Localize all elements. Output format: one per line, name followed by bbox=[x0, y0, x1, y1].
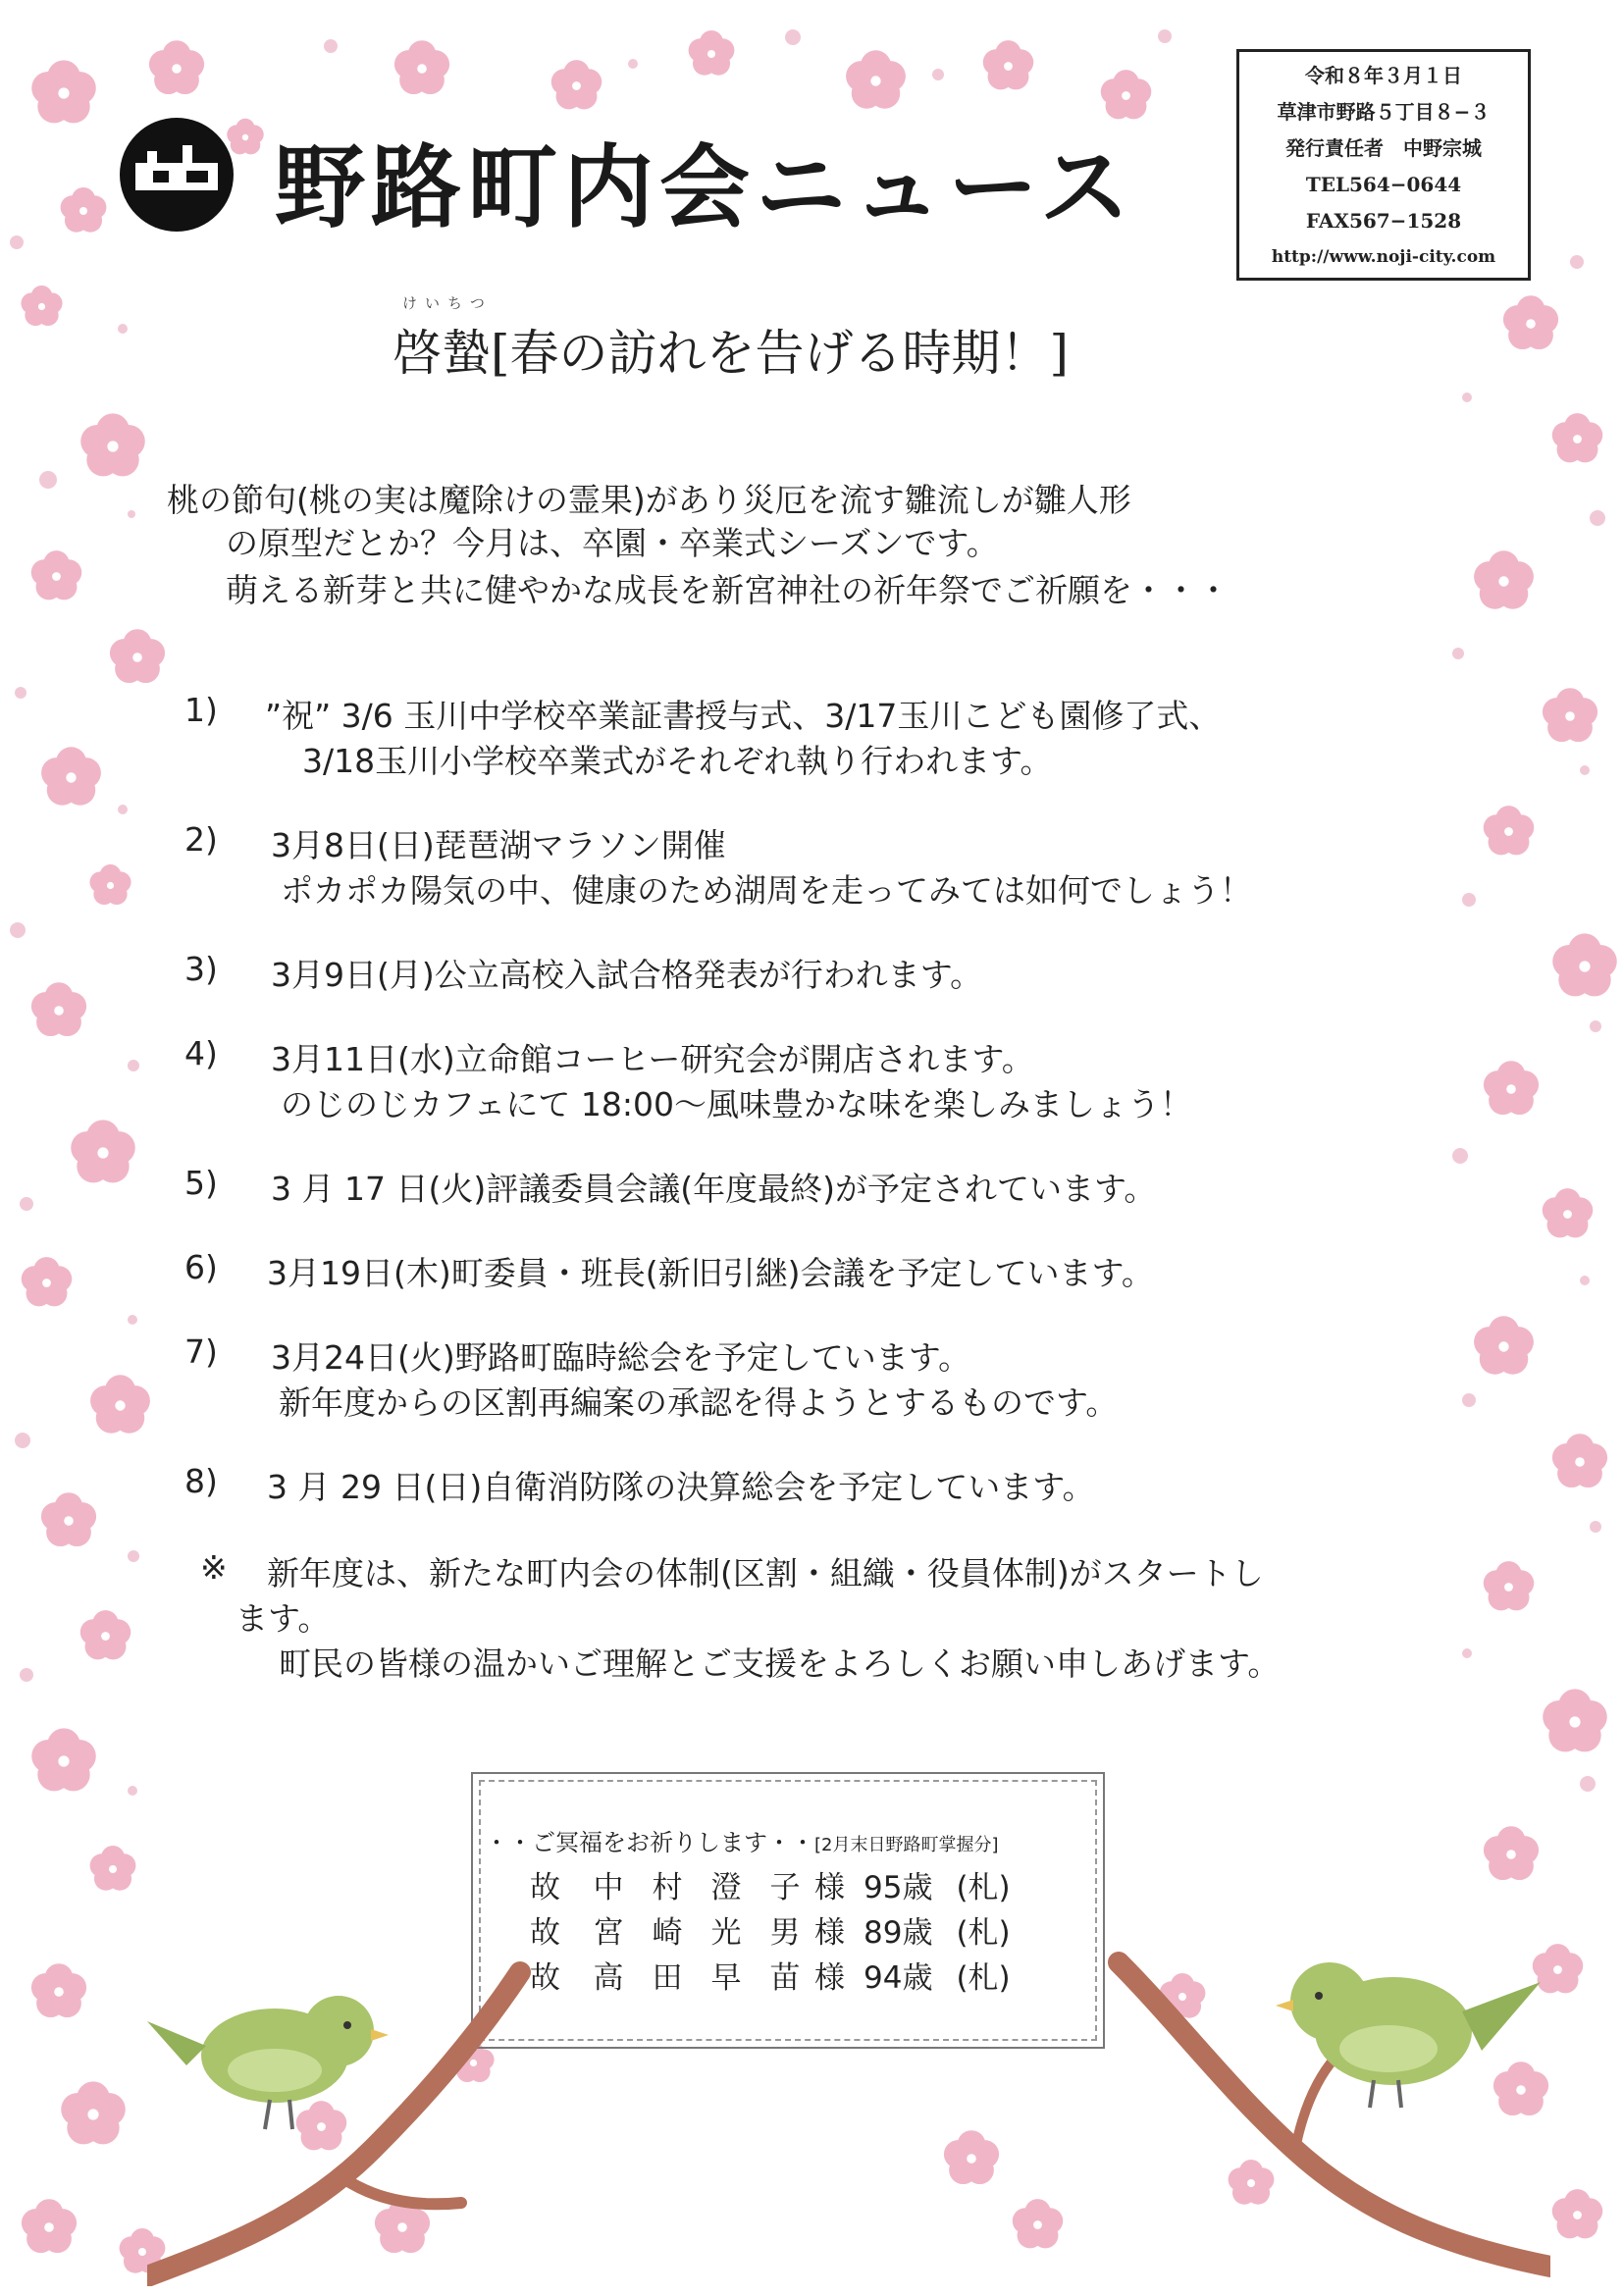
entry-name-char: 子 bbox=[769, 1870, 801, 1905]
decorative-dot bbox=[39, 471, 57, 489]
plum-blossom-icon bbox=[1550, 932, 1619, 1001]
entry-name-char: 田 bbox=[652, 1960, 683, 1996]
plum-blossom-icon bbox=[1482, 1060, 1541, 1119]
item-number: 1) bbox=[184, 691, 218, 729]
item-number: 8) bbox=[184, 1462, 218, 1500]
item-number: 7) bbox=[184, 1332, 218, 1371]
address: 草津市野路５丁目８−３ bbox=[1277, 100, 1491, 124]
item-text: 3月8日(日)琵琶湖マラソン開催 bbox=[271, 826, 726, 864]
condolence-entry bbox=[530, 1862, 1011, 1906]
publisher: 発行責任者 中野宗城 bbox=[1285, 136, 1482, 160]
item-text-cont: ポカポカ陽気の中、健康のため湖周を走ってみては如何でしょう！ bbox=[281, 871, 1252, 910]
entry-age: 94歳 bbox=[864, 1960, 933, 1996]
plum-blossom-icon bbox=[79, 412, 147, 481]
plum-blossom-icon bbox=[29, 1962, 88, 2021]
entry-age: 95歳 bbox=[864, 1870, 933, 1905]
plum-blossom-icon bbox=[88, 1845, 137, 1894]
plum-blossom-icon bbox=[88, 1374, 152, 1437]
intro-line: 桃の節句(桃の実は魔除けの霊果)があり災厄を流す雛流しが雛人形 bbox=[167, 481, 1131, 519]
decorative-dot bbox=[15, 687, 26, 699]
decorative-dot bbox=[932, 69, 944, 80]
entry-honorific: 様 bbox=[814, 1960, 845, 1996]
condolence-entry bbox=[530, 1953, 1011, 1997]
town-logo bbox=[118, 116, 236, 234]
plum-blossom-icon bbox=[59, 2080, 128, 2149]
decorative-dot bbox=[1590, 1020, 1601, 1032]
plum-blossom-icon bbox=[79, 1609, 132, 1663]
plum-blossom-icon bbox=[29, 981, 88, 1040]
entry-name-char: 宮 bbox=[593, 1915, 624, 1951]
plum-blossom-icon bbox=[1541, 687, 1599, 746]
decorative-dot bbox=[20, 1668, 33, 1682]
entry-name-char: 男 bbox=[769, 1915, 801, 1951]
plum-blossom-icon bbox=[59, 186, 108, 235]
entry-name-char: 早 bbox=[710, 1960, 742, 1996]
plum-blossom-icon bbox=[1011, 2198, 1065, 2252]
note-line: 新年度は、新たな町内会の体制(区割・組織・役員体制)がスタートし bbox=[267, 1554, 1264, 1592]
headline: 啓蟄[春の訪れを告げる時期！] bbox=[393, 325, 1070, 382]
plum-blossom-icon bbox=[20, 1256, 74, 1310]
plum-blossom-icon bbox=[29, 1727, 98, 1796]
item-number: 2) bbox=[184, 820, 218, 859]
plum-blossom-icon bbox=[1482, 1825, 1541, 1884]
entry-note: (札) bbox=[956, 1915, 1011, 1951]
condolence-entry bbox=[530, 1907, 1011, 1952]
entry-age: 89歳 bbox=[864, 1915, 933, 1951]
intro-line: の原型だとか？今月は、卒園・卒業式シーズンです。 bbox=[226, 524, 999, 562]
decorative-dot bbox=[128, 1315, 137, 1325]
decorative-dot bbox=[15, 1433, 30, 1448]
newsletter-title: 野路町内会ニュース bbox=[275, 135, 1136, 240]
entry-name-char: 澄 bbox=[710, 1870, 742, 1905]
decorative-dot bbox=[128, 510, 135, 518]
entry-note: (札) bbox=[956, 1960, 1011, 1996]
decorative-dot bbox=[118, 324, 128, 334]
item-text-cont: 3/18玉川小学校卒業式がそれぞれ執り行われます。 bbox=[302, 742, 1053, 780]
plum-blossom-icon bbox=[108, 628, 167, 687]
entry-honorific: 様 bbox=[814, 1915, 845, 1951]
plum-blossom-icon bbox=[1550, 1433, 1609, 1491]
decorative-dot bbox=[785, 29, 801, 45]
tel: TEL564−0644 bbox=[1305, 173, 1462, 196]
plum-blossom-icon bbox=[1501, 294, 1560, 353]
plum-blossom-icon bbox=[20, 2198, 79, 2257]
entry-honorific: 様 bbox=[814, 1870, 845, 1905]
decorative-dot bbox=[1462, 893, 1476, 907]
decorative-dot bbox=[128, 1060, 139, 1071]
item-number: 6) bbox=[184, 1248, 218, 1286]
fax: FAX567−1528 bbox=[1305, 209, 1462, 233]
entry-name-char: 光 bbox=[710, 1915, 742, 1951]
entry-name-char: 崎 bbox=[652, 1915, 683, 1951]
plum-blossom-icon bbox=[1541, 1187, 1595, 1241]
decorative-dot bbox=[1462, 1393, 1476, 1407]
plum-blossom-icon bbox=[1099, 69, 1153, 123]
item-text: 3 月 29 日(日)自衛消防隊の決算総会を予定しています。 bbox=[267, 1468, 1095, 1506]
decorative-dot bbox=[20, 1197, 33, 1211]
item-text-cont: のじのじカフェにて 18:00〜風味豊かな味を楽しみましょう！ bbox=[281, 1085, 1192, 1123]
note-mark: ※ bbox=[200, 1548, 228, 1587]
plum-blossom-icon bbox=[39, 746, 103, 809]
plum-blossom-icon bbox=[687, 29, 736, 78]
plum-blossom-icon bbox=[1550, 412, 1604, 466]
decorative-dot bbox=[1452, 648, 1464, 659]
item-number: 3) bbox=[184, 950, 218, 988]
plum-blossom-icon bbox=[29, 549, 83, 603]
entry-prefix: 故 bbox=[530, 1915, 560, 1951]
item-text: 3月11日(水)立命館コーヒー研究会が開店されます。 bbox=[271, 1040, 1034, 1078]
decorative-dot bbox=[324, 39, 338, 53]
note-line: ます。 bbox=[236, 1599, 331, 1638]
condolence-title bbox=[485, 1823, 999, 1857]
decorative-dot bbox=[1580, 1776, 1596, 1792]
intro-line: 萌える新芽と共に健やかな成長を新宮神社の祈年祭でご祈願を・・・ bbox=[226, 571, 1230, 609]
plum-blossom-icon bbox=[88, 863, 132, 908]
item-text-cont: 新年度からの区割再編案の承認を得ようとするものです。 bbox=[279, 1383, 1119, 1422]
decorative-dot bbox=[1580, 765, 1590, 775]
decorative-dot bbox=[10, 235, 24, 249]
plum-blossom-icon bbox=[393, 39, 451, 98]
plum-blossom-icon bbox=[29, 59, 98, 128]
item-text: 3月24日(火)野路町臨時総会を予定しています。 bbox=[271, 1338, 971, 1377]
plum-blossom-icon bbox=[39, 1491, 98, 1550]
plum-blossom-icon bbox=[1472, 1315, 1536, 1379]
decorative-dot bbox=[1462, 1648, 1472, 1658]
decorative-dot bbox=[128, 1786, 137, 1796]
entry-name-char: 苗 bbox=[769, 1960, 801, 1996]
condolence-heading: ・・ご冥福をお祈りします・・ bbox=[485, 1829, 814, 1856]
plum-blossom-icon bbox=[147, 39, 206, 98]
decorative-dot bbox=[1590, 510, 1605, 526]
plum-blossom-icon bbox=[1472, 549, 1536, 613]
decorative-dot bbox=[118, 805, 128, 814]
branch-left-illustration bbox=[147, 1953, 569, 2286]
plum-blossom-icon bbox=[844, 49, 908, 113]
entry-name-char: 高 bbox=[593, 1960, 624, 1996]
entry-name-char: 村 bbox=[652, 1870, 683, 1905]
item-text: 3月19日(木)町委員・班長(新旧引継)会議を予定しています。 bbox=[267, 1254, 1154, 1292]
plum-blossom-icon bbox=[1482, 805, 1536, 859]
item-text: 3 月 17 日(火)評議委員会議(年度最終)が予定されています。 bbox=[271, 1170, 1157, 1208]
plum-blossom-icon bbox=[20, 285, 64, 329]
plum-blossom-icon bbox=[1541, 1688, 1609, 1756]
plum-blossom-icon bbox=[981, 39, 1035, 93]
entry-prefix: 故 bbox=[530, 1960, 560, 1996]
item-number: 4) bbox=[184, 1034, 218, 1072]
entry-prefix: 故 bbox=[530, 1870, 560, 1905]
plum-blossom-icon bbox=[942, 2129, 1001, 2188]
decorative-dot bbox=[128, 1550, 139, 1562]
item-number: 5) bbox=[184, 1164, 218, 1202]
plum-blossom-icon bbox=[69, 1119, 137, 1187]
condolence-subtitle: [2月末日野路町掌握分] bbox=[814, 1835, 999, 1855]
decorative-dot bbox=[628, 59, 638, 69]
decorative-dot bbox=[1590, 1521, 1601, 1533]
decorative-dot bbox=[1570, 255, 1584, 269]
decorative-dot bbox=[1452, 1148, 1468, 1164]
item-text: 3月9日(月)公立高校入試合格発表が行われます。 bbox=[271, 956, 983, 994]
publication-info-box bbox=[1236, 49, 1531, 281]
item-text: ”祝” 3/6 玉川中学校卒業証書授与式、3/17玉川こども園修了式、 bbox=[265, 697, 1222, 735]
headline-ruby: けいちつ bbox=[402, 294, 493, 312]
plum-blossom-icon bbox=[550, 59, 603, 113]
plum-blossom-icon bbox=[1482, 1560, 1536, 1614]
decorative-dot bbox=[10, 922, 26, 938]
decorative-dot bbox=[1158, 29, 1172, 43]
entry-note: (札) bbox=[956, 1870, 1011, 1905]
note-line: 町民の皆様の温かいご理解とご支援をよろしくお願い申しあげます。 bbox=[279, 1644, 1281, 1683]
website-url: http://www.noji-city.com bbox=[1271, 247, 1496, 267]
plum-blossom-icon bbox=[1550, 2188, 1604, 2242]
entry-name-char: 中 bbox=[593, 1870, 624, 1905]
branch-right-illustration bbox=[1060, 1943, 1550, 2286]
issue-date: 令和８年３月１日 bbox=[1305, 64, 1462, 87]
decorative-dot bbox=[1580, 1276, 1590, 1285]
decorative-dot bbox=[1462, 392, 1472, 402]
